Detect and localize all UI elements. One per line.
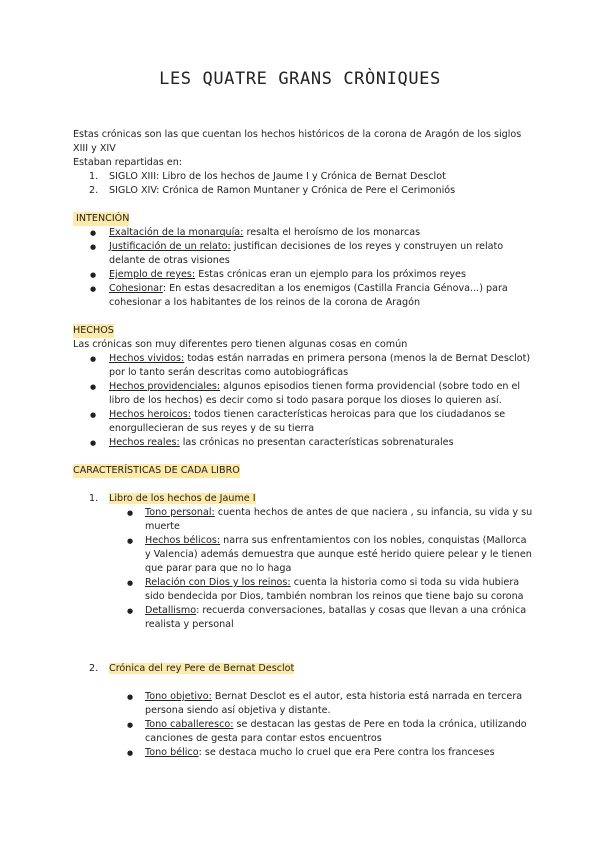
libro1-title-row — [73, 492, 533, 506]
item-term: Justificación de un relato: — [109, 241, 231, 252]
item-text: resalta el heroísmo de los monarcas — [243, 227, 421, 238]
libro1-section — [73, 492, 533, 632]
item-term: Exaltación de la monarquía: — [109, 227, 244, 238]
item-text: : se destaca mucho lo cruel que era Pere contra los franceses — [198, 747, 495, 758]
item-text: narra sus enfrentamientos con los nobles, conquistas (Mallorca y Valencia) además demuestra que aunque esté herido quiere pelear y le tienen que parar para que no lo haga — [145, 535, 532, 574]
item-term: Tono bélico — [145, 747, 199, 758]
list-item — [73, 226, 533, 240]
list-text: SIGLO XIV: Crónica de Ramon Muntaner y Crónica de Pere el Cerimoniós — [109, 185, 456, 196]
item-text: Bernat Desclot es el autor, esta historia está narrada en tercera persona siendo así objetiva y distante. — [145, 691, 523, 716]
intro-list-lead: Estaban repartidas en: — [73, 157, 183, 168]
list-item — [73, 240, 533, 268]
list-item — [73, 282, 533, 310]
item-text: las crónicas no presentan características sobrenaturales — [179, 437, 454, 448]
list-text: SIGLO XIII: Libro de los hechos de Jaume I y Crónica de Bernat Desclot — [109, 171, 446, 182]
item-text: : recuerda conversaciones, batallas y cosas que llevan a una crónica realista y personal — [145, 605, 527, 630]
intencion-section — [73, 212, 533, 310]
intencion-list — [73, 226, 533, 310]
item-term: Tono caballeresco: — [145, 719, 234, 730]
item-term: Hechos providenciales: — [109, 381, 221, 392]
item-text: todos tienen características heroicas para que los ciudadanos se enorgullecieran de sus reyes y de su tierra — [109, 409, 506, 434]
list-item — [73, 408, 533, 436]
item-text: : En estas desacreditan a los enemigos (Castilla Francia Génova...) para cohesionar a los habitantes de los reinos de la corona de Aragón — [109, 283, 508, 308]
list-number: 1. — [89, 171, 99, 182]
list-item — [73, 380, 533, 408]
list-number: 2. — [89, 663, 99, 674]
section-heading: HECHOS — [73, 325, 114, 336]
item-term: Tono objetivo: — [145, 691, 212, 702]
list-item — [73, 170, 533, 184]
intro-paragraph: Estas crónicas son las que cuentan los hechos históricos de la corona de Aragón de los siglos XIII y XIV — [73, 129, 522, 154]
libro1-title: Libro de los hechos de Jaume I — [109, 493, 256, 504]
item-term: Cohesionar — [109, 283, 163, 294]
list-item — [73, 534, 533, 576]
libro2-title: Crónica del rey Pere de Bernat Desclot — [109, 663, 295, 674]
page-title: LES QUATRE GRANS CRÒNIQUES — [159, 69, 441, 89]
list-item — [73, 268, 533, 282]
item-term: Detallismo — [145, 605, 197, 616]
libro2-section — [73, 662, 533, 760]
centuries-list — [73, 170, 533, 198]
item-text: justifican decisiones de los reyes y construyen un relato delante de otras visiones — [109, 241, 504, 266]
list-item — [73, 576, 533, 604]
list-number: 2. — [89, 185, 99, 196]
list-item — [73, 604, 533, 632]
item-text: cuenta hechos de antes de que naciera , su infancia, su vida y su muerte — [145, 507, 533, 532]
caracteristicas-section — [73, 464, 533, 478]
item-term: Tono personal: — [145, 507, 215, 518]
list-item — [73, 718, 533, 746]
item-term: Hechos bélicos: — [145, 535, 221, 546]
item-term: Relación con Dios y los reinos: — [145, 577, 291, 588]
item-term: Hechos reales: — [109, 437, 180, 448]
libro2-list — [73, 690, 533, 760]
list-number: 1. — [89, 493, 99, 504]
list-item — [73, 690, 533, 718]
item-term: Ejemplo de reyes: — [109, 269, 196, 280]
item-text: algunos episodios tienen forma providencial (sobre todo en el libro de los hechos) es decir como si todo pasara porque los dioses lo quieren así. — [109, 381, 521, 406]
item-text: todas están narradas en primera persona (menos la de Bernat Desclot) por lo tanto serán descritas como autobiográficas — [109, 353, 531, 378]
item-text: se destacan las gestas de Pere en toda la crónica, utilizando canciones de gesta para contar estos encuentros — [145, 719, 527, 744]
list-item — [73, 184, 533, 198]
libro2-title-row — [73, 662, 533, 676]
libro1-list — [73, 506, 533, 632]
list-item — [73, 436, 533, 450]
hechos-intro: Las crónicas son muy diferentes pero tienen algunas cosas en común — [73, 339, 408, 350]
list-item — [73, 352, 533, 380]
item-text: cuenta la historia como si toda su vida hubiera sido bendecida por Dios, también nombran los reinos que tiene bajo su corona — [145, 577, 524, 602]
item-text: Estas crónicas eran un ejemplo para los próximos reyes — [195, 269, 466, 280]
section-heading: CARACTERÍSTICAS DE CADA LIBRO — [73, 465, 240, 476]
list-item — [73, 506, 533, 534]
hechos-list — [73, 352, 533, 450]
hechos-section — [73, 324, 533, 450]
intro-section — [73, 128, 533, 198]
item-term: Hechos heroicos: — [109, 409, 192, 420]
item-term: Hechos vividos: — [109, 353, 185, 364]
section-heading: INTENCIÓN — [73, 213, 130, 224]
list-item — [73, 746, 533, 760]
